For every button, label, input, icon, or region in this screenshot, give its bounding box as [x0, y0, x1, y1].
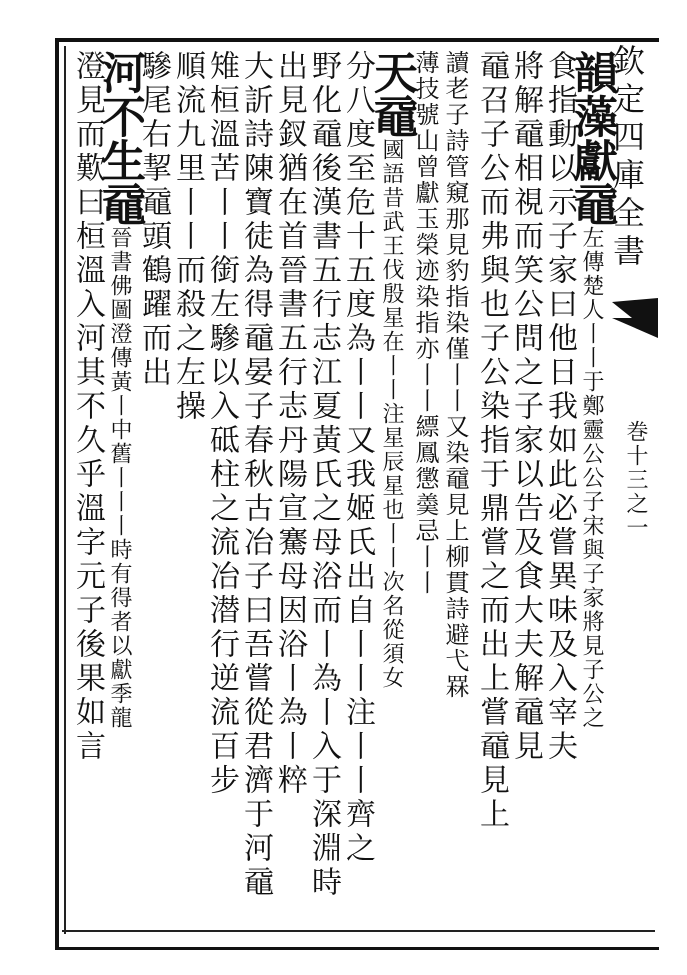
column-text: 澄見而歎曰桓溫入河其不久乎溫字元子後果如言	[70, 50, 105, 764]
entry-head-hebushengyuan: 河不生黿	[94, 50, 145, 226]
column-text: 出見釵猶在首晉書五行志丹陽宣騫母因浴丨為丨粹	[272, 50, 307, 798]
column-text: 左傳楚人丨丨于鄭靈公公子宋與子家將見子公之	[579, 226, 604, 730]
text-column-8	[338, 50, 376, 866]
margin-volume-label: 巻十三之一	[623, 420, 648, 540]
column-text: 大訢詩陳寶徒為得黿晏子春秋古冶子曰吾嘗從君濟于河黿	[238, 50, 273, 900]
text-column-7	[366, 50, 417, 690]
text-column-2	[540, 50, 578, 764]
fish-tail-mark-icon	[612, 298, 658, 338]
entry-head-xianyuan: 韻藻獻黿	[566, 50, 617, 226]
column-text: 分八度至危十五度為丨丨又我姬氏出自丨丨注丨丨齊之	[340, 50, 375, 866]
text-column-4	[472, 50, 510, 832]
text-column-13	[168, 50, 206, 424]
column-text: 驂尾右挈黿頭鶴躍而出	[136, 50, 171, 390]
text-column-12	[202, 50, 240, 798]
column-text: 晉書佛圖澄傳黃丨中舊丨丨丨時有得者以獻季龍	[107, 226, 132, 730]
column-text: 順流九里丨丨而殺之左操	[170, 50, 205, 424]
text-column-16	[68, 50, 106, 764]
column-text: 薄技號山曾獻玉榮迹染指亦丨丨縹鳳懲羮忌丨丨	[411, 50, 439, 596]
column-text: 將解黿相視而笑公問之子家以告及食大夫解黿見	[508, 50, 543, 764]
entry-head-tianyuan: 天黿	[366, 50, 417, 138]
margin-book-title: 欽定四庫全書	[608, 44, 646, 272]
column-text: 讀老子詩管窺那見豹指染僅丨丨又染黿見上柳貫詩避弋罧	[441, 50, 469, 700]
column-text: 食指動以示子家曰他日我如此必嘗異味及入宰夫	[542, 50, 577, 764]
frame-inner-rule	[64, 46, 66, 934]
text-column-5	[440, 50, 470, 700]
column-text: 黿召子公而弗與也子公染指于鼎嘗之而出上嘗黿見上	[474, 50, 509, 832]
text-column-11	[236, 50, 274, 900]
column-text: 野化黿後漢書五行志江夏黃氏之母浴而丨為丨入于深淵時	[306, 50, 341, 900]
frame-bottom-rule	[62, 930, 655, 932]
column-text: 雉桓溫苦丨丨銜左驂以入砥柱之流冶潜行逆流百步	[204, 50, 239, 798]
text-column-9	[304, 50, 342, 900]
text-column-10	[270, 50, 308, 798]
column-text: 國語昔武王伐殷星在丨丨注星辰星也丨丨次名從須女	[379, 138, 404, 690]
text-column-3	[506, 50, 544, 764]
